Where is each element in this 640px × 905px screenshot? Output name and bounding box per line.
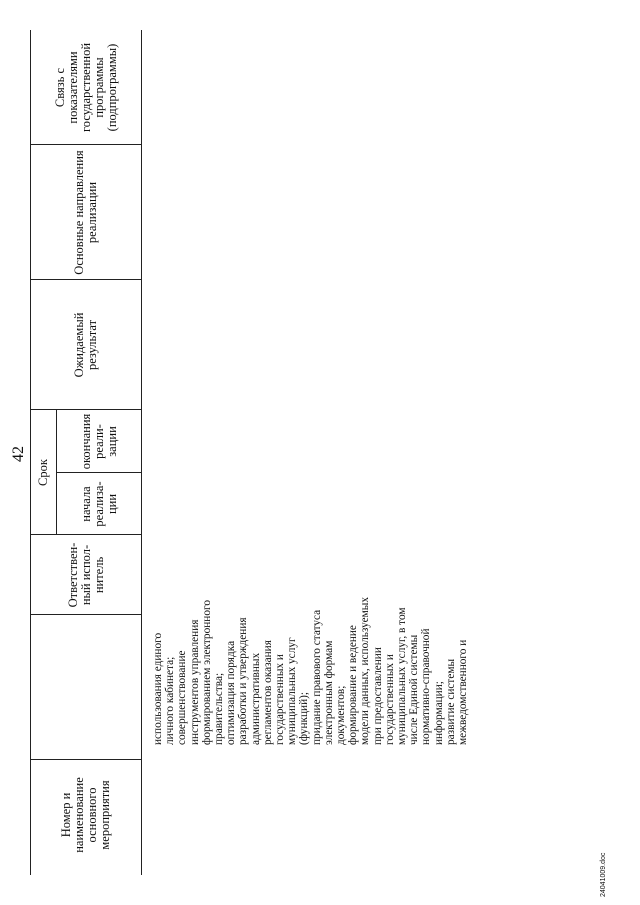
text-line: административных (249, 652, 262, 745)
text-line: (функций); (298, 691, 311, 745)
text-line: муниципальных услуг (286, 637, 299, 745)
text-line: документов; (335, 685, 348, 745)
text-line: оптимизация порядка (225, 640, 238, 745)
text-line: государственных и (274, 654, 287, 745)
header-term-start: начала реализа- ции (78, 481, 119, 527)
header-measure: Номер и наименование основного мероприятия (59, 777, 112, 853)
text-line: межведомственного и (457, 639, 470, 745)
page-number: 42 (10, 446, 27, 462)
text-line: муниципальных услуг, в том (396, 607, 409, 745)
header-link-to-indicators: Связь с показателями государственной программы (подпрограммы) (52, 42, 119, 133)
header-term-end: окончания реали- зации (78, 413, 119, 470)
header-term: Срок (35, 459, 50, 486)
text-line: электронным формам (322, 640, 335, 745)
header-main-directions: Основные направления реализации (72, 150, 99, 275)
text-line: правительства; (213, 672, 226, 745)
text-line: числе Единой системы (408, 634, 421, 745)
text-line: формирование и ведение (347, 625, 360, 745)
text-line: модели данных, используемых (359, 596, 372, 745)
text-line: информации; (432, 681, 445, 745)
header-expected-result: Ожидаемый результат (72, 312, 99, 378)
text-line: совершенствование (176, 650, 189, 745)
text-line: государственных и (383, 654, 396, 745)
text-line: при предоставлении (371, 647, 384, 745)
text-line: личного кабинета; (164, 656, 177, 745)
text-line: формированием электронного (200, 600, 213, 745)
text-line: использования единого (152, 632, 164, 745)
text-line: инструментов управления (188, 619, 201, 745)
directions-cell-text (152, 165, 469, 745)
text-line: развитие системы (444, 658, 457, 745)
file-name-footer: 24041009.doc (600, 852, 607, 897)
text-line: регламентов оказания (261, 640, 274, 745)
text-line: придание правового статуса (310, 609, 323, 745)
text-line: разработки и утверждения (237, 617, 250, 745)
header-executor: Ответствен- ный испол- нитель (65, 542, 106, 608)
text-line: нормативно-справочной (420, 628, 433, 745)
